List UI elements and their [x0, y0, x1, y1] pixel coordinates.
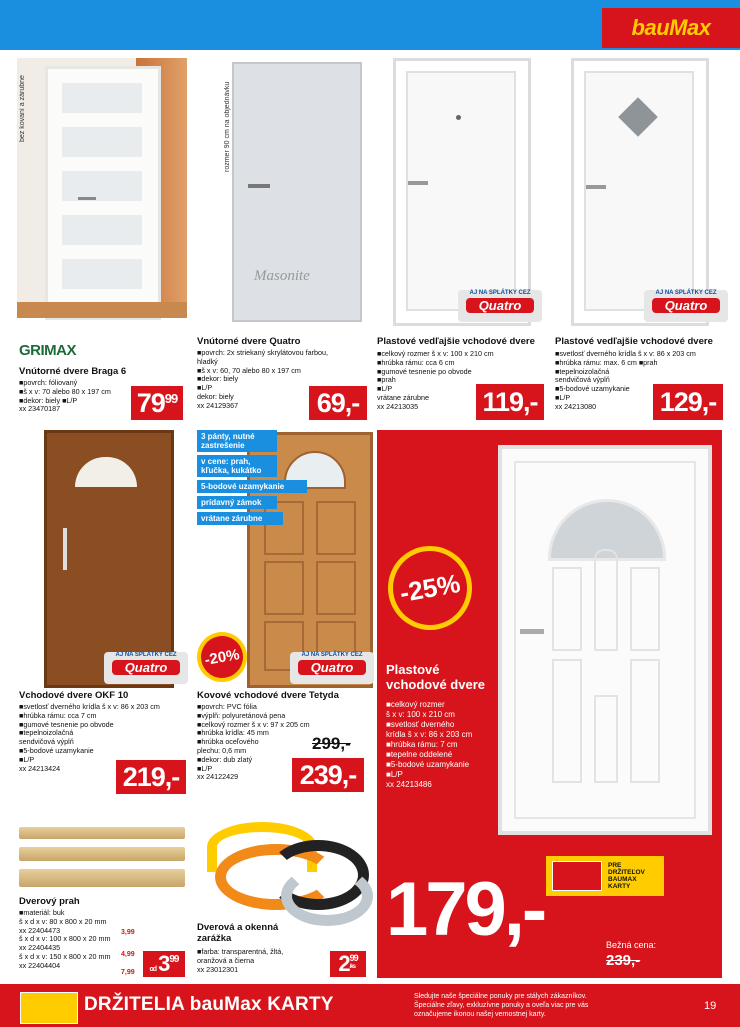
door-handle-icon: [248, 184, 270, 188]
quatro-logo: Quatro: [298, 660, 366, 675]
page-number: 19: [704, 1000, 717, 1012]
price-cents: 99: [164, 391, 178, 406]
quatro-top-text: AJ NA SPLÁTKY CEZ: [655, 290, 717, 296]
tetyda-badge: v cene: prah, kľučka, kukátko: [197, 455, 277, 477]
plastic-main-price: 179,-: [386, 867, 545, 952]
door-handle-icon: [408, 181, 428, 185]
tetyda-old-price: 299,-: [312, 734, 351, 753]
okf10-price: 219,-: [116, 760, 186, 794]
side-door-1-name: Plastové vedľajšie vchodové dvere: [377, 336, 535, 347]
price-main: 3: [158, 951, 170, 976]
side-door-2-quatro-badge: [644, 290, 728, 322]
quatro-watermark: Masonite: [254, 268, 310, 284]
quatro-door: [232, 62, 362, 322]
plastic-regular-label: Bežná cena:: [606, 940, 657, 950]
discount-text: -25%: [387, 545, 473, 631]
card-badge: PRE DRŽITEĽOV BAUMAX KARTY: [546, 856, 664, 896]
braga-door: [45, 66, 161, 320]
tetyda-badge: 5-bodové uzamykanie: [197, 480, 307, 493]
side-door-1-quatro-badge: [458, 290, 542, 322]
threshold-variant-price-2: 4,99: [121, 951, 135, 958]
plastic-discount: [388, 546, 472, 630]
okf10-specs: ■svetlosť dverného krídla š x v: 86 x 203 cm ■hrúbka rámu: cca 7 cm ■gumové tesnenie po obvode ■tepelnoizolačná sendvičová výplň ■5-bodové uzamykanie ■L/P xx 24213424: [19, 702, 160, 773]
footer-text: Sledujte naše špeciálne ponuky pre stálych zákazníkov. Špeciálne zľavy, exkluzívne ponuky a oveľa viac pre vás označujeme ikonou našej vernostnej karty.: [414, 993, 589, 1018]
grimax-logo: GRIMAX: [19, 342, 76, 359]
side-door-2-photo: [571, 58, 709, 326]
braga-price: [131, 386, 183, 420]
baumax-logo: [602, 8, 740, 48]
footer-card-icon: [20, 992, 78, 1024]
quatro-specs: ■povrch: 2x striekaný skrylátovou farbou, hladký ■š x v: 60, 70 alebo 80 x 197 cm ■dekor: biely ■L/P dekor: biely xx 24129367: [197, 348, 328, 410]
discount-text: -20%: [198, 633, 247, 682]
tetyda-badge: prídavný zámok: [197, 496, 277, 509]
seal-price: [330, 951, 366, 977]
side-door-1-specs: ■celkový rozmer š x v: 100 x 210 cm ■hrúbka rámu: cca 6 cm ■gumové tesnenie po obvode ■prah ■L/P vrátane zárubne xx 24213035: [377, 349, 494, 411]
okf10-quatro-badge: [104, 652, 188, 684]
price-main: 79: [136, 387, 165, 418]
price-cents: 99: [169, 954, 179, 965]
threshold-name: Dverový prah: [19, 896, 80, 907]
tetyda-price: 239,-: [292, 758, 364, 792]
peephole-icon: [456, 115, 461, 120]
price-main: 2: [338, 951, 350, 976]
quatro-logo: Quatro: [652, 298, 720, 313]
tetyda-quatro-badge: [290, 652, 374, 684]
price-cents: 99: [349, 953, 358, 963]
plastic-main-name: Plastové vchodové dvere: [386, 662, 485, 692]
quatro-side-note: rozmer 90 cm na objednávku: [224, 81, 231, 172]
okf10-photo: [44, 430, 174, 688]
side-door-2-price: 129,-: [653, 384, 723, 420]
seal-photo: [197, 818, 367, 914]
braga-side-note: bez kovaní a zárubne: [19, 75, 26, 142]
threshold-variant-price-3: 7,99: [121, 969, 135, 976]
plastic-main-specs: ■celkový rozmer š x v: 100 x 210 cm ■svetlosť dverného krídla š x v: 86 x 203 cm ■hrúbka rámu: 7 cm ■tepelne oddelené ■5-bodové uzamykanie ■L/P xx 24213486: [386, 700, 473, 789]
threshold-variant-price-1: 3,99: [121, 929, 135, 936]
okf10-name: Vchodové dvere OKF 10: [19, 690, 129, 701]
seal-specs: ■farba: transparentná, žltá, oranžová a čierna xx 23012301: [197, 947, 284, 974]
quatro-top-text: AJ NA SPLÁTKY CEZ: [301, 652, 363, 658]
side-door-1-price: 119,-: [476, 384, 544, 420]
quatro-name: Vnútorné dvere Quatro: [197, 336, 301, 347]
seal-name: Dverová a okenná zarážka: [197, 922, 279, 944]
price-unit: /ks: [349, 964, 355, 970]
threshold-specs: ■materiál: buk š x d x v: 80 x 800 x 20 mm xx 22404473 š x d x v: 100 x 800 x 20 mm xx 22404435 š x d x v: 150 x 800 x 20 mm xx 22404404: [19, 908, 111, 970]
card-icon: [552, 861, 602, 891]
door-handle-icon: [63, 528, 67, 570]
quatro-photo: [197, 58, 367, 318]
footer-title: DRŽITELIA bauMax KARTY: [84, 994, 334, 1015]
braga-name: Vnútorné dvere Braga 6: [19, 366, 127, 377]
logo-text: bauMax: [631, 15, 711, 40]
plastic-regular-price: 239,-: [606, 952, 641, 969]
tetyda-specs: ■povrch: PVC fólia ■výplň: polyuretánová pena ■celkový rozmer š x v: 97 x 205 cm ■hrúbka krídla: 45 mm ■hrúbka oceľového plechu: 0,6 mm ■dekor: dub zlatý ■L/P xx 24122429: [197, 702, 310, 782]
side-door-2-specs: ■svetlosť dverného krídla š x v: 86 x 203 cm ■hrúbka rámu: max. 6 cm ■prah ■tepelnoizolačná sendvičová výplň ■5-bodové uzamykanie ■L/P xx 24213080: [555, 349, 696, 411]
braga-photo: [17, 58, 187, 318]
from-label: od: [149, 966, 157, 973]
side-door-1-photo: [393, 58, 531, 326]
quatro-top-text: AJ NA SPLÁTKY CEZ: [469, 290, 531, 296]
braga-specs: ■povrch: fóliovaný ■š x v: 70 alebo 80 x 197 cm ■dekor: biely ■L/P xx 23470187: [19, 378, 111, 414]
threshold-photo: [19, 823, 185, 891]
tetyda-discount: [197, 632, 247, 682]
tetyda-badge: 3 pánty, nutné zastrešenie: [197, 430, 277, 452]
tetyda-name: Kovové vchodové dvere Tetyda: [197, 690, 339, 701]
tetyda-badges: [197, 430, 309, 525]
door-handle-icon: [520, 629, 544, 634]
quatro-logo: Quatro: [466, 298, 534, 313]
quatro-top-text: AJ NA SPLÁTKY CEZ: [115, 652, 177, 658]
door-handle-icon: [586, 185, 606, 189]
quatro-price: 69,-: [309, 386, 367, 420]
door-handle-icon: [78, 197, 96, 200]
tetyda-badge: vrátane zárubne: [197, 512, 283, 525]
threshold-price: [143, 951, 185, 977]
half-moon-window: [75, 457, 137, 487]
quatro-logo: Quatro: [112, 660, 180, 675]
side-door-2-name: Plastové vedľajšie vchodové dvere: [555, 336, 713, 347]
plastic-main-photo: [498, 445, 712, 835]
